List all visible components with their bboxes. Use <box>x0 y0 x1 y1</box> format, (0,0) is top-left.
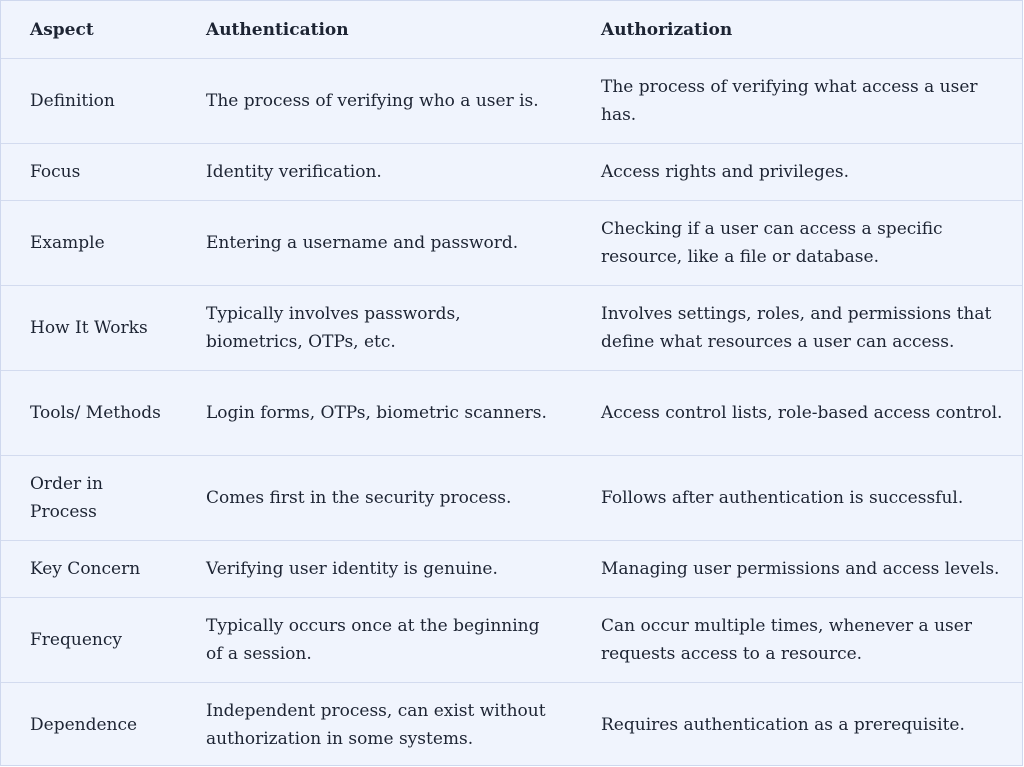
cell-authorization: Checking if a user can access a specific resource, like a file or database. <box>573 201 1022 286</box>
header-authorization: Authorization <box>573 1 1022 59</box>
header-authentication: Authentication <box>177 1 573 59</box>
cell-authorization: Access control lists, role-based access control. <box>573 371 1022 456</box>
cell-authorization: Managing user permissions and access levels. <box>573 541 1022 598</box>
cell-authentication: The process of verifying who a user is. <box>177 59 573 144</box>
cell-aspect: Definition <box>1 59 177 144</box>
cell-authentication: Comes first in the security process. <box>177 456 573 541</box>
cell-authentication: Identity verification. <box>177 144 573 201</box>
table-row <box>1 59 1022 144</box>
cell-authorization: Can occur multiple times, whenever a user requests access to a resource. <box>573 598 1022 683</box>
cell-authentication: Verifying user identity is genuine. <box>177 541 573 598</box>
table-header-row <box>1 1 1022 59</box>
cell-aspect: Focus <box>1 144 177 201</box>
table-row <box>1 598 1022 683</box>
cell-aspect: Key Concern <box>1 541 177 598</box>
table-row <box>1 286 1022 371</box>
cell-aspect: Tools/ Methods <box>1 371 177 456</box>
cell-authorization: Involves settings, roles, and permissions that define what resources a user can access. <box>573 286 1022 371</box>
comparison-table <box>1 1 1022 767</box>
table-row <box>1 201 1022 286</box>
cell-authentication: Typically occurs once at the beginning of a session. <box>177 598 573 683</box>
table-row <box>1 371 1022 456</box>
cell-authentication: Entering a username and password. <box>177 201 573 286</box>
cell-authentication: Typically involves passwords, biometrics, OTPs, etc. <box>177 286 573 371</box>
cell-authorization: Follows after authentication is successful. <box>573 456 1022 541</box>
cell-authorization: Access rights and privileges. <box>573 144 1022 201</box>
cell-authorization: Requires authentication as a prerequisite. <box>601 715 965 735</box>
table-row <box>1 541 1022 598</box>
cell-authorization: The process of verifying what access a user has. <box>573 59 1022 144</box>
cell-aspect: Example <box>1 201 177 286</box>
cell-authentication: Independent process, can exist without authorization in some systems. <box>206 701 546 749</box>
cell-authentication: Login forms, OTPs, biometric scanners. <box>177 371 573 456</box>
table-row <box>1 456 1022 541</box>
header-aspect: Aspect <box>1 1 177 59</box>
table-row <box>1 683 1022 767</box>
cell-aspect: Order in Process <box>1 456 177 541</box>
cell-aspect: How It Works <box>1 286 177 371</box>
table-row <box>1 144 1022 201</box>
cell-aspect: Frequency <box>1 598 177 683</box>
cell-aspect: Dependence <box>30 715 138 735</box>
